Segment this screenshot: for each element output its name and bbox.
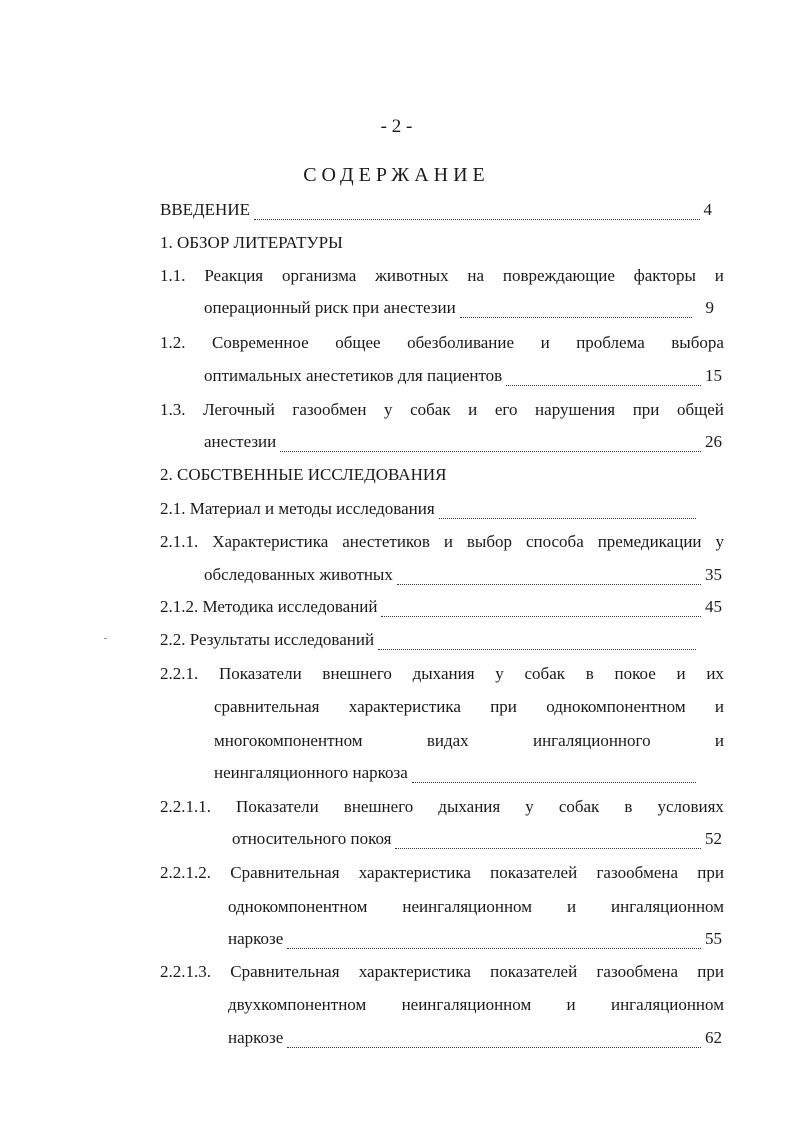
word: Легочный — [203, 400, 275, 419]
word: в — [585, 664, 594, 683]
word: при — [632, 400, 660, 419]
toc-entry-page: 9 — [705, 298, 714, 317]
leader-dots — [378, 635, 696, 650]
word: при — [697, 962, 724, 981]
word: и — [676, 664, 686, 683]
word: выбор — [466, 532, 512, 551]
word: Современное — [212, 333, 309, 352]
word: 2.2.1.2. — [160, 863, 211, 882]
toc-entry-text: обследованных животных — [204, 565, 393, 584]
word: характеристика — [348, 697, 461, 716]
toc-entry-2-1[interactable] — [160, 499, 700, 519]
toc-entry-text: ВВЕДЕНИЕ — [160, 200, 250, 219]
leader-dots — [280, 437, 701, 452]
toc-entry-1-2-line1[interactable] — [160, 333, 724, 353]
word: у — [384, 400, 393, 419]
toc-entry-2-2-1-3-line2[interactable] — [228, 995, 724, 1015]
word: у — [525, 797, 534, 816]
word: анестетиков — [342, 532, 430, 551]
leader-dots — [460, 303, 692, 318]
leader-dots — [412, 768, 696, 783]
word: в — [624, 797, 633, 816]
toc-entry-1-2-line2[interactable] — [204, 366, 722, 386]
word: 1.1. — [160, 266, 186, 285]
word: факторы — [633, 266, 696, 285]
toc-entry-intro[interactable] — [160, 200, 712, 220]
word: ингаляционном — [610, 995, 724, 1014]
word: выбора — [671, 333, 724, 352]
word: нарушения — [535, 400, 616, 419]
toc-entry-text: оптимальных анестетиков для пациентов — [204, 366, 503, 385]
toc-entry-text: 2.1. Материал и методы исследования — [160, 499, 435, 518]
word: газообмена — [596, 863, 679, 882]
toc-entry-2-2-1-line2[interactable] — [214, 697, 724, 717]
word: 2.2.1.3. — [160, 962, 211, 981]
word: повреждающие — [502, 266, 615, 285]
toc-entry-page: 62 — [705, 1028, 722, 1047]
word: ингаляционного — [532, 731, 651, 750]
word: общей — [676, 400, 724, 419]
leader-dots — [287, 934, 701, 949]
toc-entry-2-2-1-3-line3[interactable] — [228, 1028, 722, 1048]
toc-entry-1-3-line2[interactable] — [204, 432, 722, 452]
word: и — [714, 731, 724, 750]
word: на — [467, 266, 485, 285]
toc-entry-2-2[interactable] — [160, 630, 700, 650]
toc-entry-2-2-1-2-line3[interactable] — [228, 929, 722, 949]
word: животных — [375, 266, 449, 285]
toc-entry-2-2-1-2-line1[interactable] — [160, 863, 724, 883]
toc-entry-2-2-1-line1[interactable] — [160, 664, 724, 684]
word: обезболивание — [407, 333, 515, 352]
word: и — [714, 266, 724, 285]
toc-entry-1-1-line1[interactable] — [160, 266, 724, 286]
toc-entry-1-3-line1[interactable] — [160, 400, 724, 420]
word: дыхания — [438, 797, 501, 816]
toc-entry-text: операционный риск при анестезии — [204, 298, 456, 317]
word: собак — [558, 797, 600, 816]
word: внешнего — [343, 797, 414, 816]
word: Характеристика — [212, 532, 329, 551]
word: и — [468, 400, 478, 419]
word: премедикации — [597, 532, 702, 551]
word: Сравнительная — [230, 962, 340, 981]
word: 1.2. — [160, 333, 186, 352]
word: дыхания — [412, 664, 475, 683]
word: и — [540, 333, 550, 352]
toc-entry-text: относительного покоя — [232, 829, 392, 848]
toc-entry-section-1[interactable] — [160, 233, 720, 253]
toc-entry-text: неингаляционного наркоза — [214, 763, 408, 782]
word: общее — [335, 333, 381, 352]
word: характеристика — [358, 962, 471, 981]
toc-entry-text: 1. ОБЗОР ЛИТЕРАТУРЫ — [160, 233, 343, 252]
word: сравнительная — [214, 697, 320, 716]
leader-dots — [506, 371, 701, 386]
toc-entry-page: 55 — [705, 929, 722, 948]
toc-entry-2-1-1-line1[interactable] — [160, 532, 724, 552]
toc-entry-2-2-1-1-line1[interactable] — [160, 797, 724, 817]
toc-entry-text: наркозе — [228, 1028, 284, 1047]
word: ингаляционном — [611, 897, 724, 916]
leader-dots — [439, 504, 696, 519]
word: 2.2.1. — [160, 664, 199, 683]
word: многокомпонентном — [214, 731, 363, 750]
word: покое — [614, 664, 656, 683]
word: газообмена — [596, 962, 679, 981]
word: собак — [410, 400, 451, 419]
toc-entry-2-2-1-line3[interactable] — [214, 731, 724, 751]
word: показателей — [490, 962, 578, 981]
word: Показатели — [218, 664, 302, 683]
toc-entry-text: 2. СОБСТВЕННЫЕ ИССЛЕДОВАНИЯ — [160, 465, 447, 484]
word: внешнего — [322, 664, 392, 683]
word: характеристика — [358, 863, 471, 882]
toc-entry-section-2[interactable] — [160, 465, 720, 485]
toc-entry-page: 45 — [705, 597, 722, 616]
word: при — [697, 863, 724, 882]
page-number: - 2 - — [380, 116, 413, 137]
toc-entry-page: 4 — [703, 200, 712, 219]
toc-entry-text: 2.1.2. Методика исследований — [160, 597, 378, 616]
toc-entry-2-2-1-3-line1[interactable] — [160, 962, 724, 982]
word: проблема — [576, 333, 645, 352]
toc-entry-page: 35 — [705, 565, 722, 584]
word: 1.3. — [160, 400, 186, 419]
toc-entry-2-2-1-1-line2[interactable] — [232, 829, 722, 849]
word: газообмен — [292, 400, 367, 419]
word: его — [494, 400, 518, 419]
word: организма — [281, 266, 357, 285]
word: двухкомпонентном — [228, 995, 367, 1014]
word: однокомпонентном — [546, 697, 686, 716]
word: их — [706, 664, 724, 683]
word: неингаляционном — [401, 995, 532, 1014]
word: собак — [524, 664, 565, 683]
leader-dots — [395, 834, 701, 849]
toc-entry-text: наркозе — [228, 929, 284, 948]
word: при — [490, 697, 517, 716]
word: у — [495, 664, 504, 683]
toc-entry-text: 2.2. Результаты исследований — [160, 630, 375, 649]
toc-entry-2-1-1-line2[interactable] — [204, 565, 722, 585]
word: способа — [525, 532, 584, 551]
word: 2.2.1.1. — [160, 797, 211, 816]
leader-dots — [397, 570, 701, 585]
toc-title: СОДЕРЖАНИЕ — [303, 164, 490, 186]
toc-entry-page: 52 — [705, 829, 722, 848]
toc-entry-text: анестезии — [204, 432, 277, 451]
word: 2.1.1. — [160, 532, 199, 551]
leader-dots — [254, 205, 700, 220]
word: показателей — [490, 863, 578, 882]
toc-entry-page: 26 — [705, 432, 722, 451]
toc-entry-1-1-line2[interactable] — [204, 298, 714, 318]
word: однокомпонентном — [228, 897, 368, 916]
toc-entry-page: 15 — [705, 366, 722, 385]
word: и — [443, 532, 453, 551]
word: неингаляционном — [402, 897, 532, 916]
toc-entry-2-2-1-2-line2[interactable] — [228, 897, 724, 917]
word: видах — [426, 731, 469, 750]
leader-dots — [381, 602, 701, 617]
word: и — [566, 897, 577, 916]
margin-mark — [104, 638, 107, 639]
word: условиях — [657, 797, 724, 816]
toc-entry-2-2-1-line4[interactable] — [214, 763, 700, 783]
word: и — [714, 697, 724, 716]
toc-entry-2-1-2[interactable] — [160, 597, 722, 617]
leader-dots — [287, 1033, 701, 1048]
word: у — [715, 532, 724, 551]
word: и — [566, 995, 576, 1014]
word: Сравнительная — [230, 863, 340, 882]
word: Показатели — [236, 797, 319, 816]
word: Реакция — [204, 266, 264, 285]
